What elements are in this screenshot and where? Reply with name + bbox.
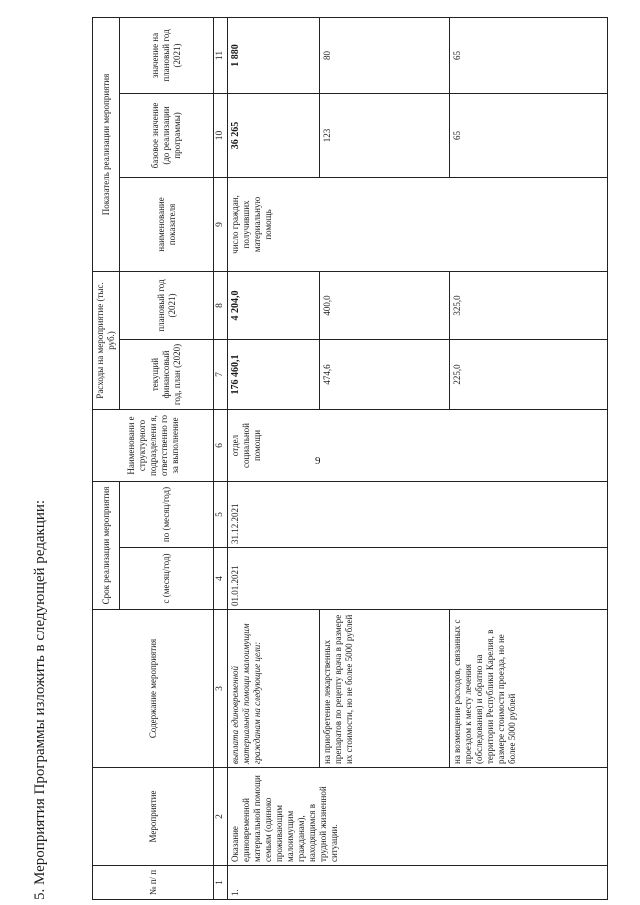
col-number: 4 [214, 548, 228, 610]
sub-row-content: на возмещение расходов, связанных с проездом к месту лечения (обследования) и обратно на территории Республики Карелия, в размере стоимости проезда, но не более 5000 рублей [450, 610, 608, 768]
header-from: с (месяц/год) [120, 548, 214, 610]
sub-row-base: 65 [450, 93, 608, 177]
rotated-sheet [10, 5, 610, 900]
col-number: 11 [214, 17, 228, 93]
header-dept: Наименовани е структурного подразделени я, ответственно го за выполнение [93, 410, 214, 482]
sub-row-target: 80 [320, 17, 450, 93]
sub-row-current: 176 460,1 [228, 340, 320, 410]
header-content: Содержание мероприятия [93, 610, 214, 768]
col-number: 10 [214, 93, 228, 177]
header-indicator-name: наименование показателя [120, 177, 214, 271]
header-to: по (месяц/год) [120, 482, 214, 548]
sub-row-content: на приобретение лекарственных препаратов по рецепту врача в размере их стоимости, но не более 5000 рублей [320, 610, 450, 768]
header-current-year: текущий финансовый год, план (2020) [120, 340, 214, 410]
sub-row-target: 65 [450, 17, 608, 93]
sub-row-content: выплата единовременной материальной помощи малоимущим гражданам на следующие цели: [228, 610, 320, 768]
sub-row-planned: 4 204,0 [228, 271, 320, 339]
table-row [228, 17, 320, 899]
sub-row-current: 225,0 [450, 340, 608, 410]
sub-row-planned: 325,0 [450, 271, 608, 339]
header-row-1 [93, 17, 120, 899]
header-num: № п/ п [93, 866, 214, 900]
sub-row-target: 1 880 [228, 17, 320, 93]
row-num: 1. [228, 866, 608, 900]
row-date-to: 31.12.2021 [228, 482, 608, 548]
col-number: 8 [214, 271, 228, 339]
header-indicator: Показатель реализации мероприятия [93, 17, 120, 271]
column-number-row [214, 17, 228, 899]
col-number: 3 [214, 610, 228, 768]
section-heading: 5. Мероприятия Программы изложить в следующей редакции: [32, 499, 48, 900]
row-event: Оказание единовременной материальной помощи семьям (одиноко проживающим малоимущим гражданам), находящимся в трудной жизненной ситуации. [228, 768, 608, 866]
col-number: 2 [214, 768, 228, 866]
page-number: 9 [315, 455, 321, 467]
program-measures-table [92, 17, 608, 900]
row-dept: отдел социальной помощи [228, 410, 608, 482]
col-number: 6 [214, 410, 228, 482]
header-planned-value: значение на плановый год (2021) [120, 17, 214, 93]
col-number: 5 [214, 482, 228, 548]
sub-row-base: 123 [320, 93, 450, 177]
header-event: Мероприятие [93, 768, 214, 866]
sub-row-current: 474,6 [320, 340, 450, 410]
header-expenses: Расходы на мероприятие (тыс. руб.) [93, 271, 120, 409]
col-number: 1 [214, 866, 228, 900]
row-indicator-name: число граждан, получивших материальную помощь [228, 177, 608, 271]
header-base-value: базовое значение (до реализации программы) [120, 93, 214, 177]
col-number: 7 [214, 340, 228, 410]
col-number: 9 [214, 177, 228, 271]
header-planned-year: плановый год (2021) [120, 271, 214, 339]
sub-row-planned: 400,0 [320, 271, 450, 339]
header-period: Срок реализации мероприятия [93, 482, 120, 610]
sub-row-base: 36 265 [228, 93, 320, 177]
program-measures-table-wrap [92, 18, 608, 900]
row-date-from: 01.01.2021 [228, 548, 608, 610]
